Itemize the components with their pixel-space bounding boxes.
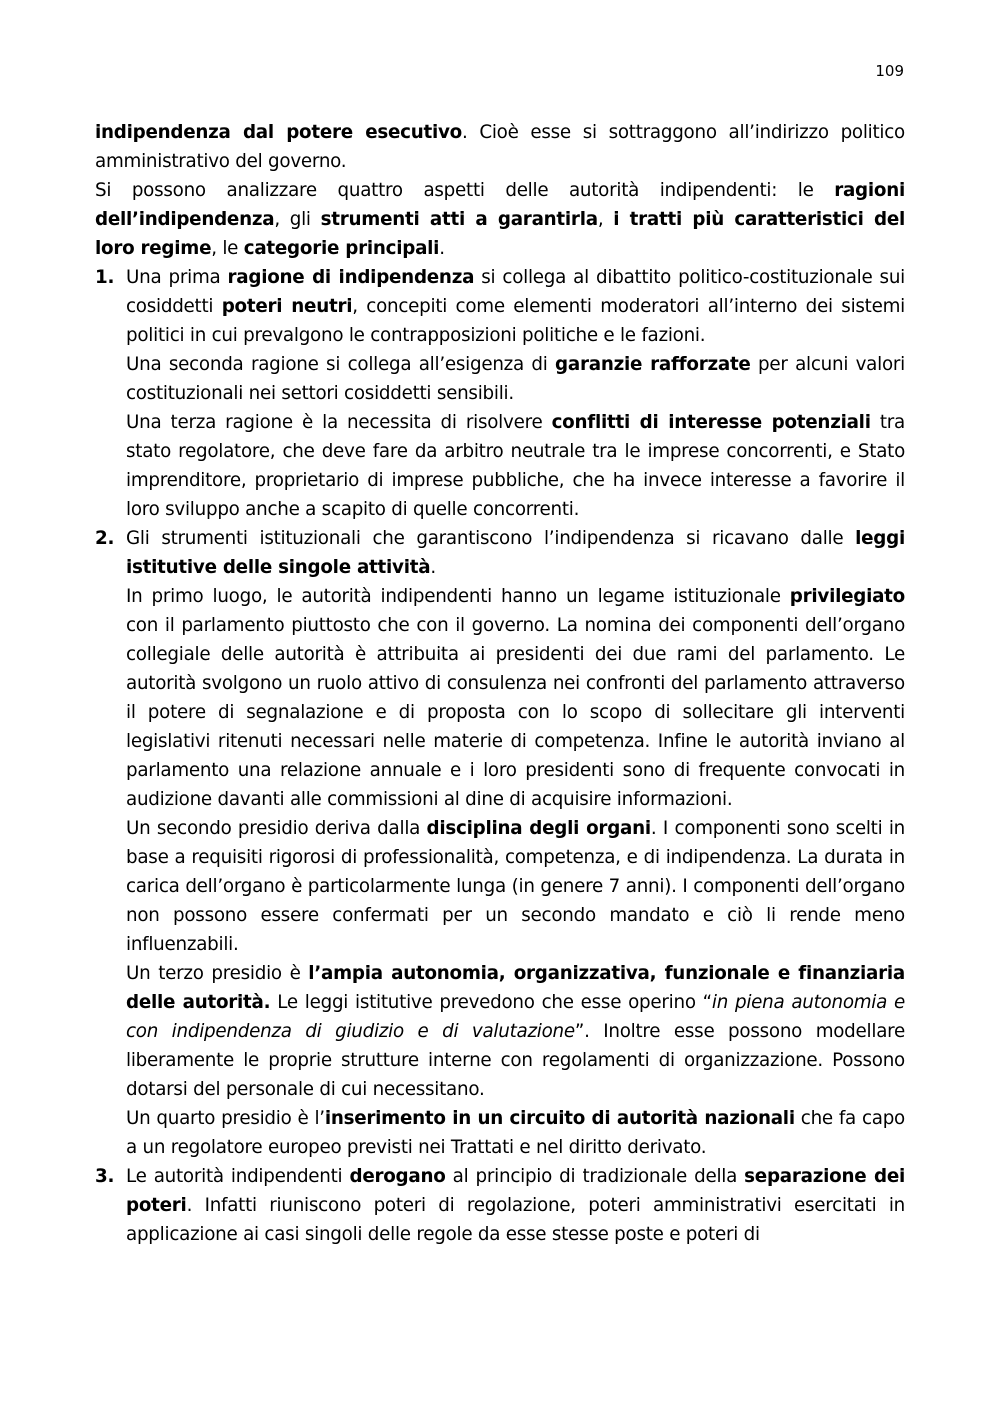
list-item-3 [95, 1162, 905, 1249]
text-run: al principio di tradizionale della [445, 1166, 745, 1187]
list-number: 3. [95, 1166, 115, 1187]
list-paragraph [126, 814, 905, 959]
bold-phrase: disciplina degli organi [426, 818, 651, 839]
text-run: . [430, 557, 436, 578]
bold-phrase: l’ampia autonomia, organizzativa, funzionale e finanziaria delle autorità. [126, 963, 905, 1013]
bold-phrase: categorie principali [243, 238, 440, 259]
text-run: Gli strumenti istituzionali che garantiscono l’indipendenza si ricavano dalle [126, 528, 856, 549]
text-run: Si possono analizzare quattro aspetti delle autorità indipendenti: le [95, 180, 835, 201]
bold-phrase: ragioni dell’indipendenza [95, 180, 905, 230]
text-run: Un secondo presidio deriva dalla [126, 818, 427, 839]
list-item-2 [95, 524, 905, 1162]
text-run: . [439, 238, 445, 259]
intro-paragraph-1 [95, 118, 905, 176]
list-item-1 [95, 263, 905, 524]
intro-paragraph-2 [95, 176, 905, 263]
text-run: Le leggi istitutive prevedono che esse operino “ [270, 992, 712, 1013]
text-run: , concepiti come elementi moderatori all’interno dei sistemi politici in cui prevalgono le contrapposizioni politiche e le fazioni. [126, 296, 905, 346]
text-run: . Cioè esse si sottraggono all’indirizzo politico amministrativo del governo. [95, 122, 905, 172]
list-number: 1. [95, 267, 115, 288]
text-run: . I componenti sono scelti in base a requisiti rigorosi di professionalità, competenza, e di indipendenza. La durata in carica dell’organo è particolarmente lunga (in genere 7 anni). I componenti dell’organo non possono essere confermati per un secondo mandato e ciò li rende meno influenzabili. [126, 818, 905, 955]
bold-phrase: i tratti più caratteristici del loro regime [95, 209, 906, 259]
text-run: . Infatti riuniscono poteri di regolazione, poteri amministrativi esercitati in applicazione ai casi singoli delle regole da esse stesse poste e poteri di [126, 1195, 905, 1245]
text-run: Le autorità indipendenti [126, 1166, 350, 1187]
list-paragraph [126, 1162, 905, 1249]
italic-quote: in piena autonomia e con indipendenza di giudizio e di valutazione [126, 992, 905, 1042]
numbered-list [95, 263, 905, 1249]
page-number: 109 [875, 62, 904, 80]
bold-phrase: indipendenza dal potere esecutivo [95, 122, 462, 143]
text-run: Una seconda ragione si collega all’esigenza di [126, 354, 556, 375]
list-paragraph [126, 263, 905, 350]
text-run: Una terza ragione è la necessita di risolvere [126, 412, 552, 433]
list-paragraph [126, 408, 905, 524]
text-run: Un terzo presidio è [126, 963, 309, 984]
text-run: , le [211, 238, 244, 259]
text-run: per alcuni valori costituzionali nei settori cosiddetti sensibili. [126, 354, 905, 404]
bold-phrase: ragione di indipendenza [227, 267, 475, 288]
text-run: , [597, 209, 614, 230]
text-run: con il parlamento piuttosto che con il governo. La nomina dei componenti dell’organo collegiale delle autorità è attribuita ai presidenti dei due rami del parlamento. Le autorità svolgono un ruolo attivo di consulenza nei confronti del parlamento attraverso il potere di segnalazione e di proposta con lo scopo di sollecitare gli interventi legislativi ritenuti necessari nelle materie di competenza. Infine le autorità inviano al parlamento una relazione annuale e i loro presidenti sono di frequente convocati in audizione davanti alle commissioni al dine di acquisire informazioni. [126, 615, 905, 810]
list-paragraph [126, 1104, 905, 1162]
bold-phrase: garanzie rafforzate [555, 354, 751, 375]
body-text [95, 118, 905, 1249]
bold-phrase: separazione dei poteri [126, 1166, 906, 1216]
list-paragraph [126, 582, 905, 814]
text-run: che fa capo a un regolatore europeo previsti nei Trattati e nel diritto derivato. [126, 1108, 905, 1158]
bold-phrase: leggi istitutive delle singole attività [126, 528, 905, 578]
bold-phrase: poteri neutri [221, 296, 353, 317]
bold-phrase: derogano [349, 1166, 446, 1187]
bold-phrase: strumenti atti a garantirla [320, 209, 598, 230]
text-run: , gli [274, 209, 321, 230]
bold-phrase: conflitti di interesse potenziali [551, 412, 871, 433]
list-paragraph [126, 524, 905, 582]
text-run: Un quarto presidio è l’ [126, 1108, 325, 1129]
list-number: 2. [95, 528, 115, 549]
list-paragraph [126, 350, 905, 408]
text-run: ”. Inoltre esse possono modellare liberamente le proprie strutture interne con regolamenti di organizzazione. Possono dotarsi del personale di cui necessitano. [126, 1021, 906, 1100]
text-run: Una prima [126, 267, 228, 288]
bold-phrase: inserimento in un circuito di autorità nazionali [324, 1108, 795, 1129]
list-paragraph [126, 959, 905, 1104]
text-run: tra stato regolatore, che deve fare da arbitro neutrale tra le imprese concorrenti, e Stato imprenditore, proprietario di imprese pubbliche, che ha invece interesse a favorire il loro sviluppo anche a scapito di quelle concorrenti. [126, 412, 905, 520]
bold-phrase: privilegiato [789, 586, 905, 607]
text-run: In primo luogo, le autorità indipendenti hanno un legame istituzionale [126, 586, 790, 607]
text-run: si collega al dibattito politico-costituzionale sui cosiddetti [126, 267, 905, 317]
